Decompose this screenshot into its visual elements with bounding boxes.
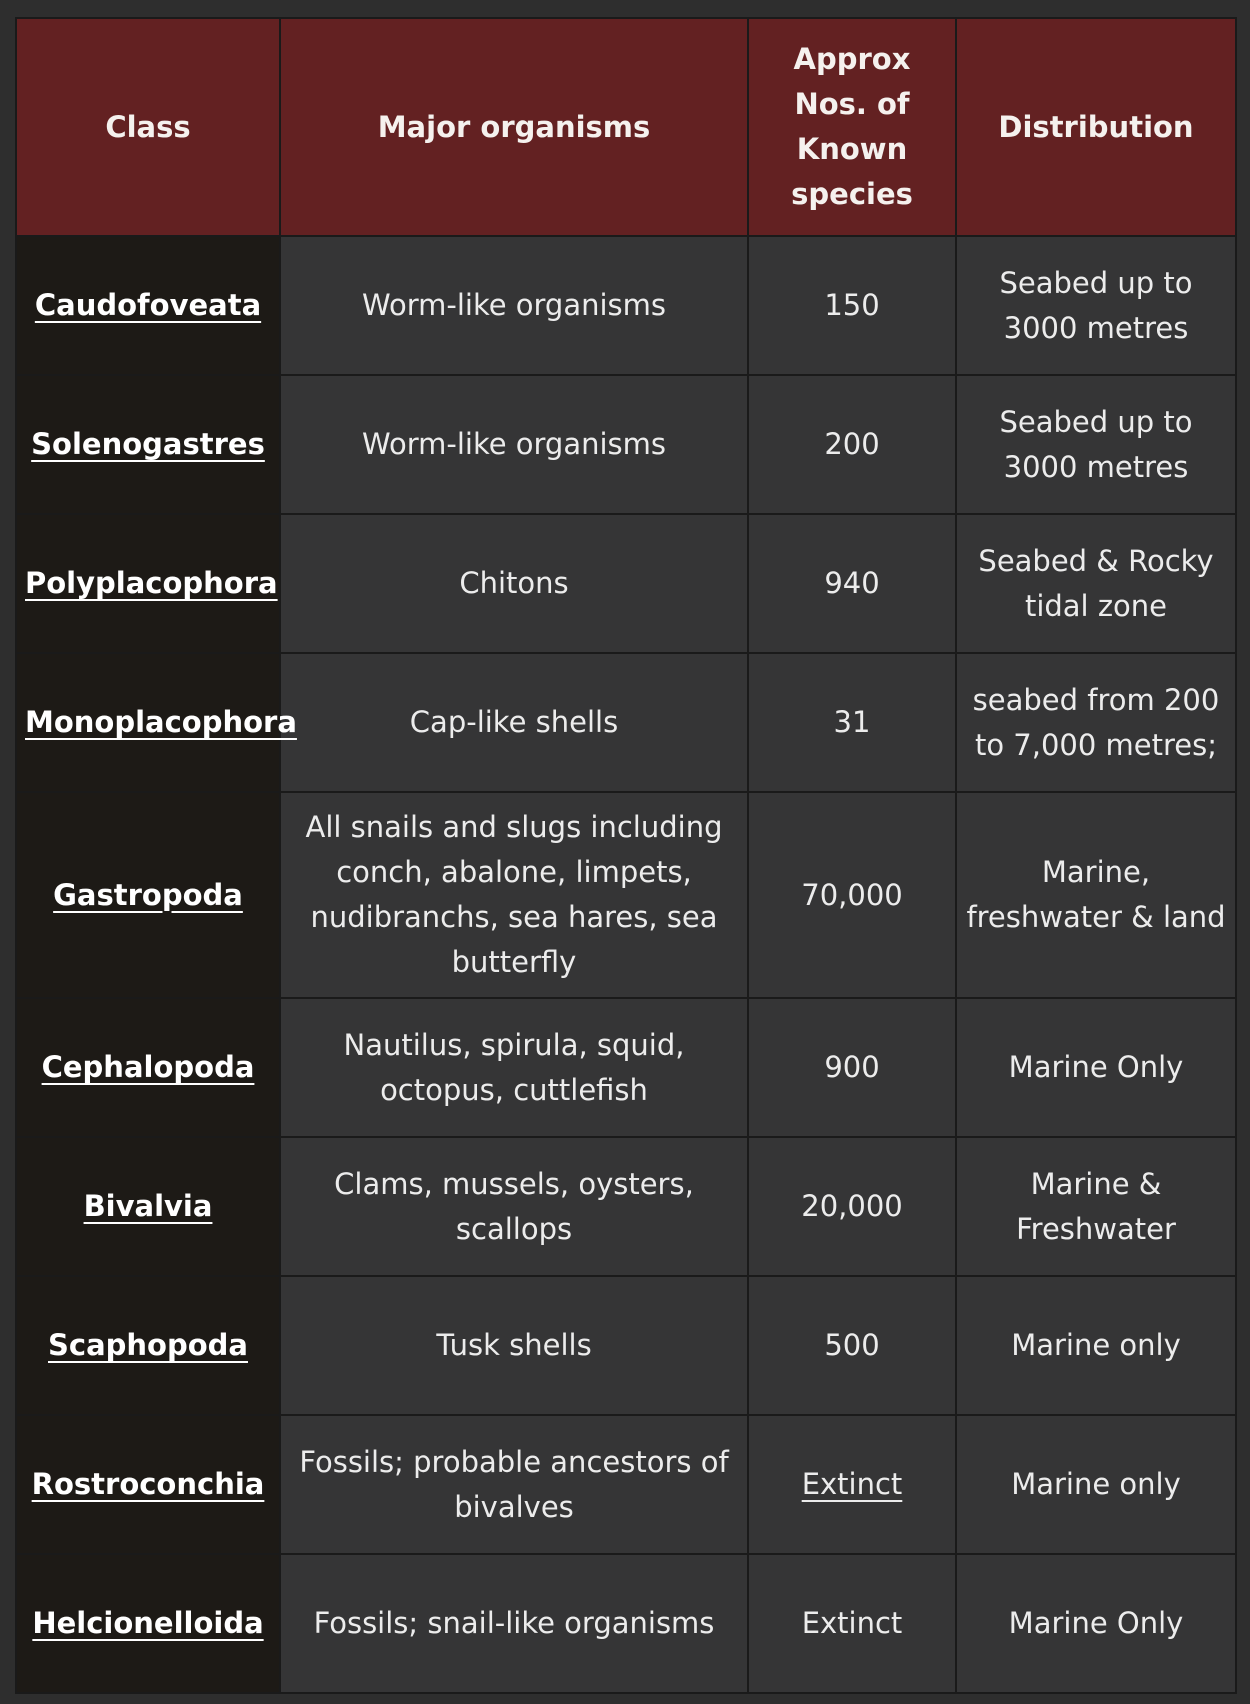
class-link[interactable]: Helcionelloida <box>16 1554 280 1693</box>
distribution-cell: Seabed up to 3000 metres <box>956 375 1236 514</box>
distribution-cell: Marine only <box>956 1415 1236 1554</box>
distribution-cell: Marine Only <box>956 998 1236 1137</box>
organisms-cell: Clams, mussels, oysters, scallops <box>280 1137 748 1276</box>
table-row <box>16 1554 1236 1693</box>
class-link[interactable]: Solenogastres <box>16 375 280 514</box>
distribution-cell: Marine & Freshwater <box>956 1137 1236 1276</box>
class-link[interactable]: Rostroconchia <box>16 1415 280 1554</box>
table-row <box>16 1276 1236 1415</box>
organisms-cell: Tusk shells <box>280 1276 748 1415</box>
species-count-cell: 500 <box>748 1276 956 1415</box>
header-class: Class <box>16 18 280 236</box>
species-count-cell: 31 <box>748 653 956 792</box>
organisms-cell: Cap-like shells <box>280 653 748 792</box>
class-link[interactable]: Bivalvia <box>16 1137 280 1276</box>
distribution-cell: Marine Only <box>956 1554 1236 1693</box>
species-count-cell: 200 <box>748 375 956 514</box>
header-approx-species: Approx Nos. of Known species <box>748 18 956 236</box>
header-row <box>16 18 1236 236</box>
table-row <box>16 792 1236 998</box>
organisms-cell: Chitons <box>280 514 748 653</box>
class-link[interactable]: Cephalopoda <box>16 998 280 1137</box>
species-count-cell: 150 <box>748 236 956 375</box>
species-count-cell: Extinct <box>748 1554 956 1693</box>
class-link[interactable]: Caudofoveata <box>16 236 280 375</box>
distribution-cell: seabed from 200 to 7,000 metres; <box>956 653 1236 792</box>
mollusca-classes-table <box>15 17 1237 1694</box>
class-link[interactable]: Monoplacophora <box>16 653 280 792</box>
table-row <box>16 514 1236 653</box>
table-row <box>16 236 1236 375</box>
species-count-cell: 940 <box>748 514 956 653</box>
header-distribution: Distribution <box>956 18 1236 236</box>
distribution-cell: Seabed up to 3000 metres <box>956 236 1236 375</box>
table-row <box>16 998 1236 1137</box>
distribution-cell: Marine, freshwater & land <box>956 792 1236 998</box>
header-major-organisms: Major organisms <box>280 18 748 236</box>
table-row <box>16 1137 1236 1276</box>
species-count-link[interactable] <box>748 1415 956 1554</box>
mollusca-classes-table-wrapper <box>15 17 1235 1689</box>
organisms-cell: Fossils; snail-like organisms <box>280 1554 748 1693</box>
organisms-cell: Worm-like organisms <box>280 375 748 514</box>
organisms-cell: All snails and slugs including conch, abalone, limpets, nudibranchs, sea hares, sea butterfly <box>280 792 748 998</box>
distribution-cell: Marine only <box>956 1276 1236 1415</box>
table-row <box>16 653 1236 792</box>
species-count-cell: 900 <box>748 998 956 1137</box>
organisms-cell: Nautilus, spirula, squid, octopus, cuttlefish <box>280 998 748 1137</box>
organisms-cell: Worm-like organisms <box>280 236 748 375</box>
distribution-cell: Seabed & Rocky tidal zone <box>956 514 1236 653</box>
class-link[interactable]: Gastropoda <box>16 792 280 998</box>
class-link[interactable]: Scaphopoda <box>16 1276 280 1415</box>
organisms-cell: Fossils; probable ancestors of bivalves <box>280 1415 748 1554</box>
species-count-cell: 70,000 <box>748 792 956 998</box>
extinct-link[interactable]: Extinct <box>801 1467 903 1501</box>
species-count-cell: 20,000 <box>748 1137 956 1276</box>
class-link[interactable]: Polyplacophora <box>16 514 280 653</box>
table-row <box>16 375 1236 514</box>
table-row <box>16 1415 1236 1554</box>
